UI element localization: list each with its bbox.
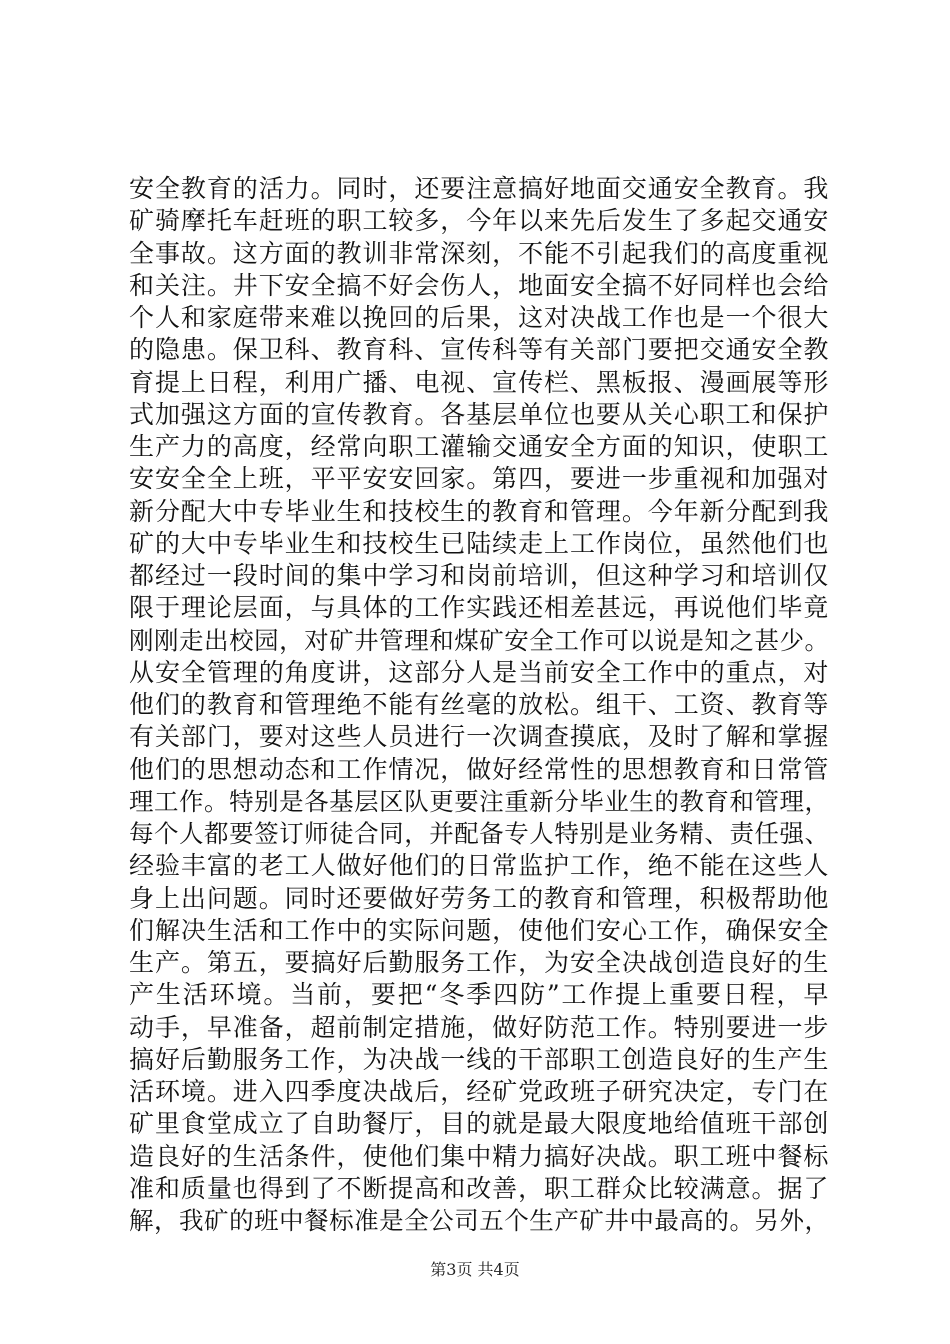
text-line: 他们的教育和管理绝不能有丝毫的放松。组干、工资、教育等 xyxy=(129,690,829,719)
text-line: 生产。第五，要搞好后勤服务工作，为安全决战创造良好的生 xyxy=(129,948,829,977)
text-line: 经验丰富的老工人做好他们的日常监护工作，绝不能在这些人 xyxy=(129,851,829,881)
text-line: 准和质量也得到了不断提高和改善，职工群众比较满意。据了 xyxy=(129,1173,829,1203)
body-text xyxy=(129,173,829,1237)
text-line: 安安全全上班，平平安安回家。第四，要进一步重视和加强对 xyxy=(129,464,829,494)
text-line: 造良好的生活条件，使他们集中精力搞好决战。职工班中餐标 xyxy=(129,1141,829,1171)
text-line: 安全教育的活力。同时，还要注意搞好地面交通安全教育。我 xyxy=(129,174,829,203)
text-line: 生产力的高度，经常向职工灌输交通安全方面的知识，使职工 xyxy=(129,432,829,461)
text-line: 身上出问题。同时还要做好劳务工的教育和管理，积极帮助他 xyxy=(129,883,829,913)
text-line: 和关注。井下安全搞不好会伤人，地面安全搞不好同样也会给 xyxy=(129,270,829,300)
text-line: 限于理论层面，与具体的工作实践还相差甚远，再说他们毕竟 xyxy=(129,593,829,623)
text-line: 有关部门，要对这些人员进行一次调查摸底，及时了解和掌握 xyxy=(129,722,829,752)
text-line: 新分配大中专毕业生和技校生的教育和管理。今年新分配到我 xyxy=(129,496,829,526)
text-line: 育提上日程，利用广播、电视、宣传栏、黑板报、漫画展等形 xyxy=(129,367,829,397)
text-line: 式加强这方面的宣传教育。各基层单位也要从关心职工和保护 xyxy=(129,399,829,429)
page-number-footer: 第3页 共4页 xyxy=(430,1260,520,1279)
text-line: 矿骑摩托车赶班的职工较多，今年以来先后发生了多起交通安 xyxy=(129,206,829,236)
text-line: 刚刚走出校园，对矿井管理和煤矿安全工作可以说是知之甚少。 xyxy=(129,625,829,655)
text-line: 他们的思想动态和工作情况，做好经常性的思想教育和日常管 xyxy=(129,754,829,784)
text-line: 全事故。这方面的教训非常深刻，不能不引起我们的高度重视 xyxy=(129,238,829,268)
text-line: 每个人都要签订师徒合同，并配备专人特别是业务精、责任强、 xyxy=(129,819,829,848)
text-line: 搞好后勤服务工作，为决战一线的干部职工创造良好的生产生 xyxy=(129,1044,829,1074)
text-line: 产生活环境。当前，要把“冬季四防”工作提上重要日程，早 xyxy=(129,980,829,1010)
text-line: 矿的大中专毕业生和技校生已陆续走上工作岗位，虽然他们也 xyxy=(129,528,829,558)
text-line: 理工作。特别是各基层区队更要注重新分毕业生的教育和管理， xyxy=(129,786,829,816)
text-line: 矿里食堂成立了自助餐厅，目的就是最大限度地给值班干部创 xyxy=(129,1109,829,1139)
text-line: 动手，早准备，超前制定措施，做好防范工作。特别要进一步 xyxy=(129,1012,829,1042)
text-line: 们解决生活和工作中的实际问题，使他们安心工作，确保安全 xyxy=(129,915,829,945)
text-line: 从安全管理的角度讲，这部分人是当前安全工作中的重点，对 xyxy=(129,657,829,687)
text-line: 活环境。进入四季度决战后，经矿党政班子研究决定，专门在 xyxy=(129,1077,829,1106)
text-line: 都经过一段时间的集中学习和岗前培训，但这种学习和培训仅 xyxy=(129,561,829,590)
text-line: 个人和家庭带来难以挽回的后果，这对决战工作也是一个很大 xyxy=(129,303,829,332)
text-line: 解，我矿的班中餐标准是全公司五个生产矿井中最高的。另外， xyxy=(129,1206,829,1235)
text-line: 的隐患。保卫科、教育科、宣传科等有关部门要把交通安全教 xyxy=(129,335,829,365)
